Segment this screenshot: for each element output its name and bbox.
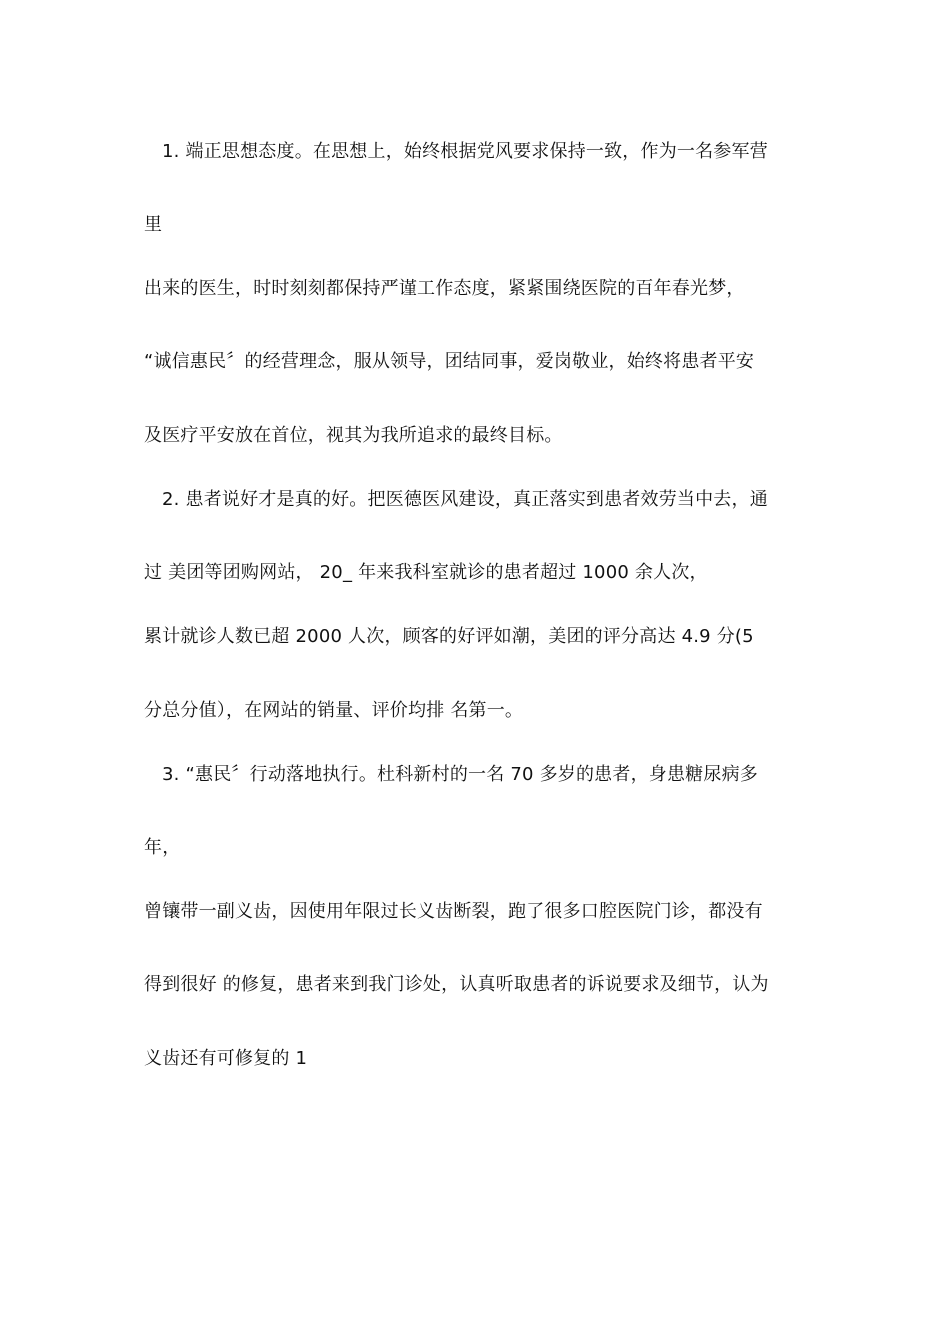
- paragraph-2-line-3: 累计就诊人数已超 2000 人次，顾客的好评如潮，美团的评分高达 4.9 分(5: [144, 626, 754, 647]
- paragraph-3-line-3: 曾镶带一副义齿，因使用年限过长义齿断裂，跑了很多口腔医院门诊，都没有: [144, 901, 763, 922]
- paragraph-3-line-5: 义齿还有可修复的 1: [144, 1048, 308, 1069]
- paragraph-2-line-1: 2. 患者说好才是真的好。把医德医风建设，真正落实到患者效劳当中去，通: [162, 489, 768, 510]
- paragraph-3-line-2: 年，: [144, 837, 181, 858]
- paragraph-1-line-4: “诚信惠民〞的经营理念，服从领导，团结同事，爱岗敬业，始终将患者平安: [144, 351, 755, 372]
- paragraph-1-line-3: 出来的医生，时时刻刻都保持严谨工作态度，紧紧围绕医院的百年春光梦，: [144, 278, 745, 299]
- paragraph-3-line-1: 3. “惠民〞行动落地执行。杜科新村的一名 70 多岁的患者，身患糖尿病多: [162, 764, 758, 785]
- paragraph-2-line-2: 过 美团等团购网站， 20_ 年来我科室就诊的患者超过 1000 余人次，: [144, 562, 708, 583]
- paragraph-1-line-5: 及医疗平安放在首位，视其为我所追求的最终目标。: [144, 425, 563, 446]
- paragraph-2-line-4: 分总分值），在网站的销量、评价均排 名第一。: [144, 700, 524, 721]
- paragraph-1-line-2: 里: [144, 214, 163, 235]
- paragraph-1-line-1: 1. 端正思想态度。在思想上，始终根据党风要求保持一致，作为一名参军营: [162, 141, 768, 162]
- paragraph-3-line-4: 得到很好 的修复，患者来到我门诊处，认真听取患者的诉说要求及细节，认为: [144, 974, 769, 995]
